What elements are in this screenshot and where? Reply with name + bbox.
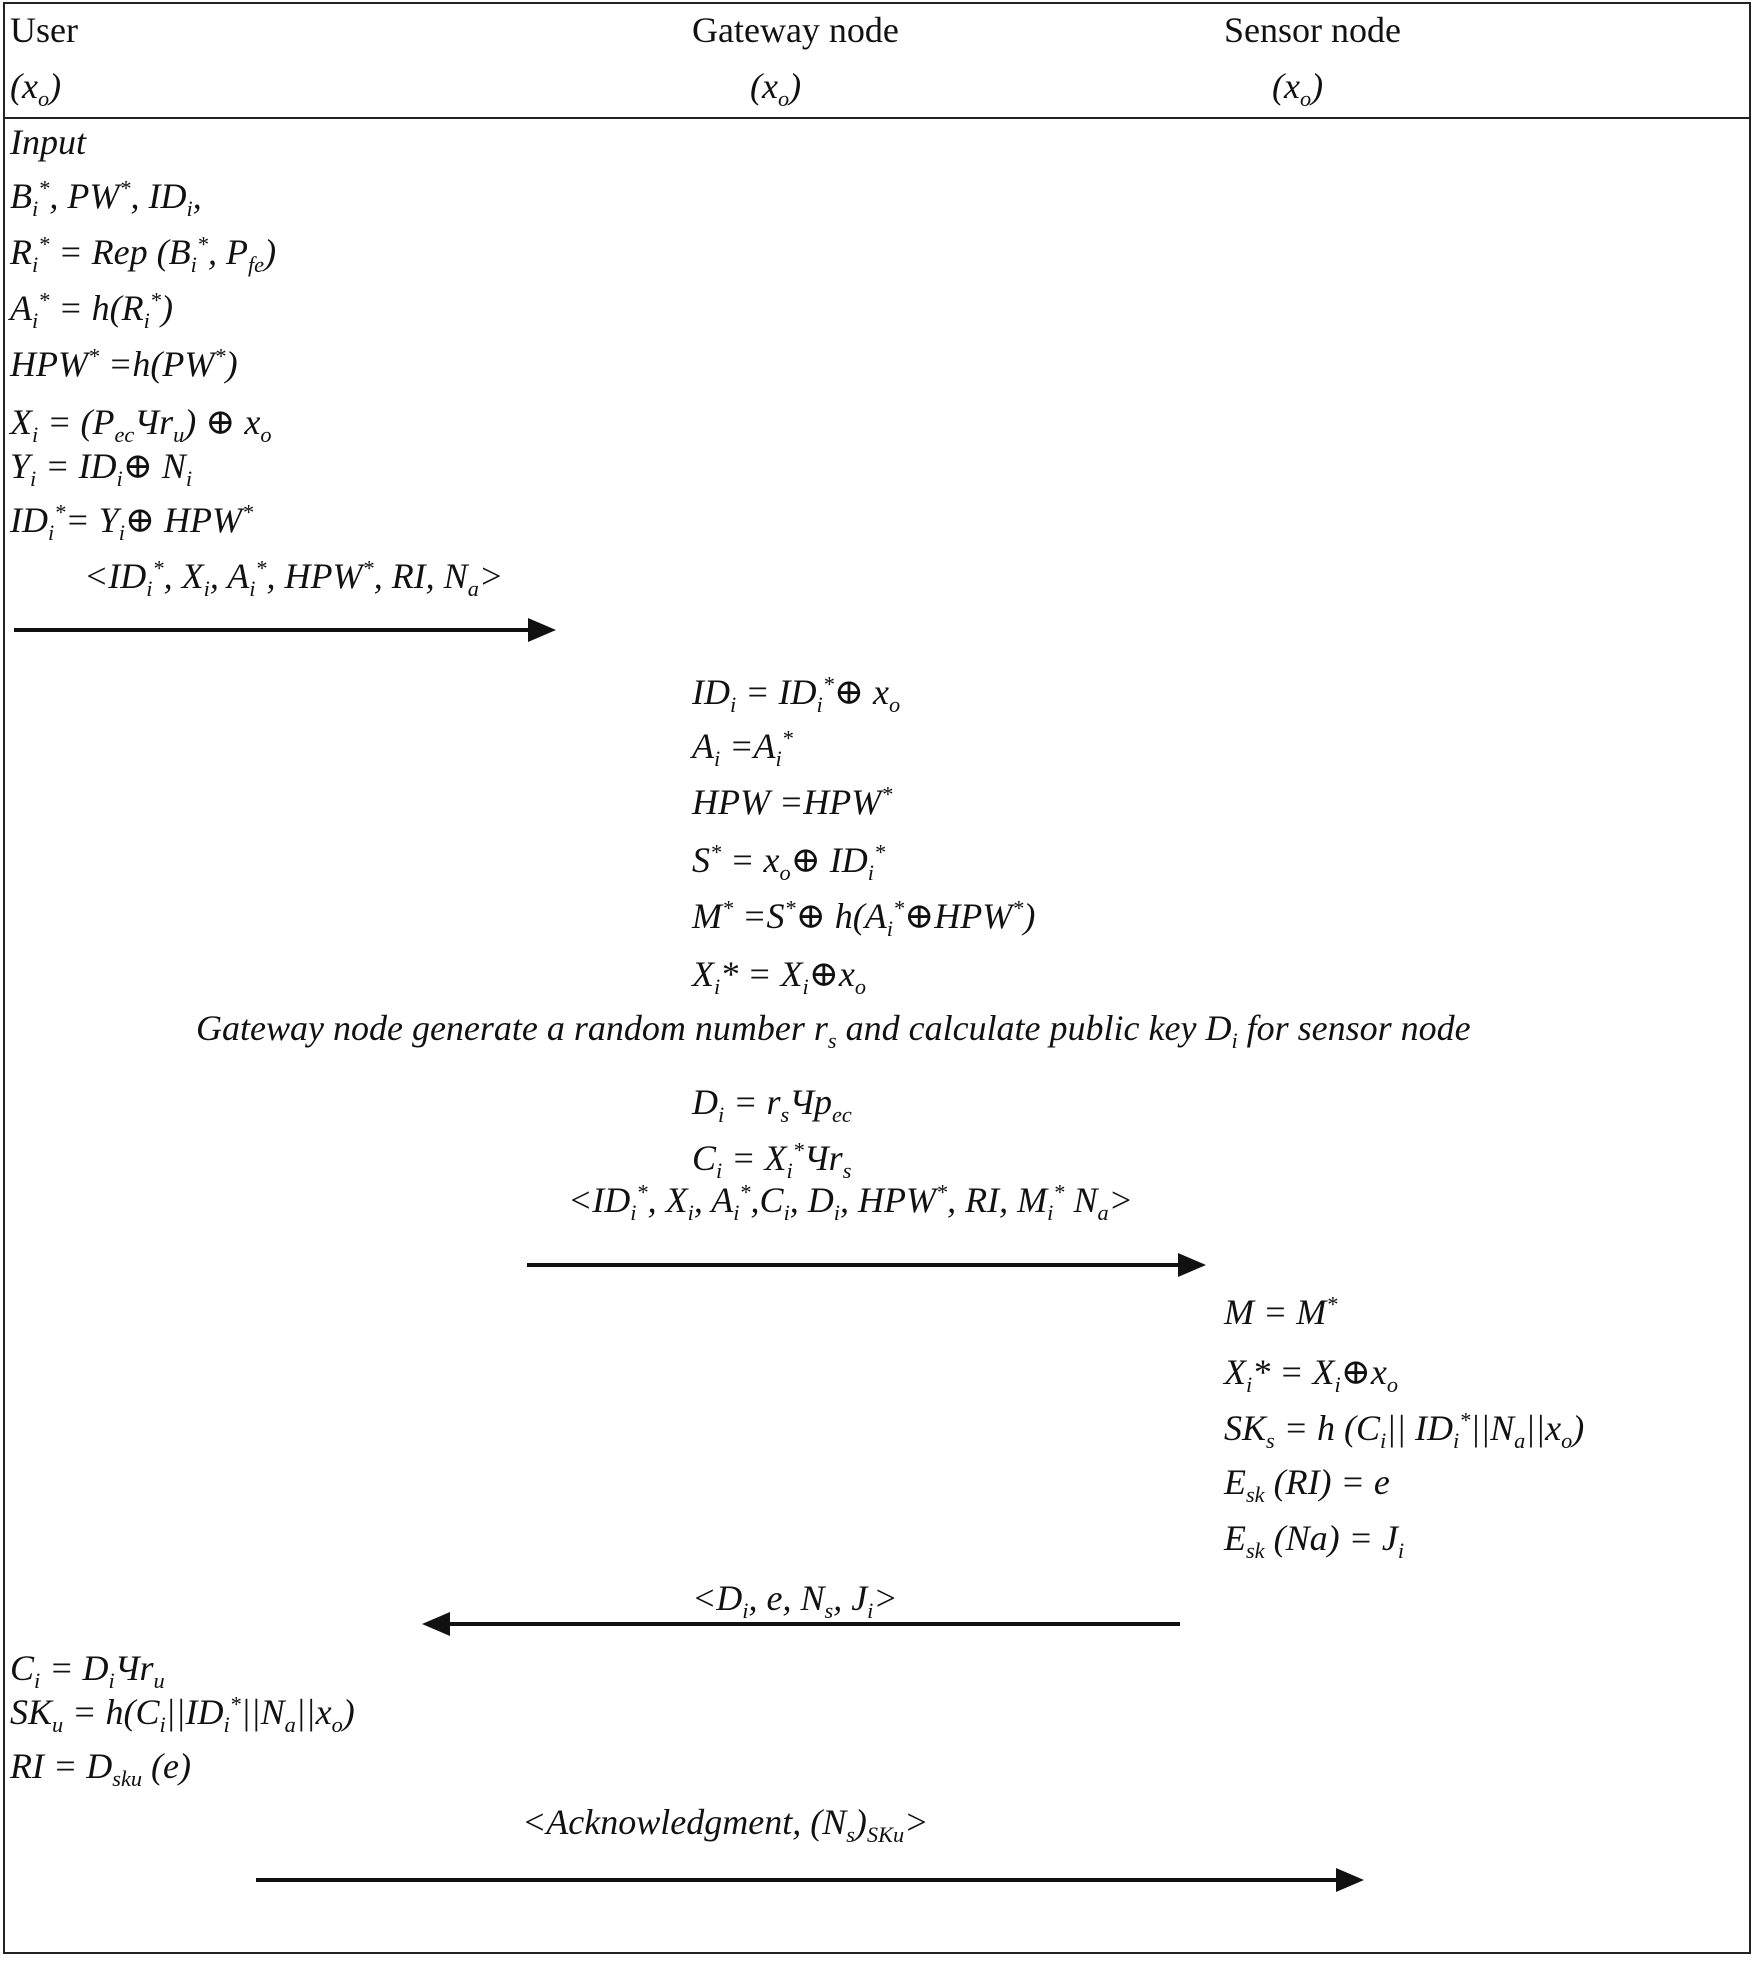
message-2-label: $<ID_i^*$, $X_i$, $A_i^*,C_i$, $D_i$, HPW*, RI, $M_i^*$ $N_a>$	[568, 1179, 1133, 1225]
gateway-eq-2: $A_i =A_i^*$	[692, 725, 793, 771]
user-eq-3: $A_i^* = h(R_i^*)$	[10, 287, 173, 333]
arrow-user-to-gateway	[14, 618, 556, 642]
arrow-gateway-to-sensor	[527, 1253, 1206, 1277]
gateway-key: $(x_o)$	[750, 66, 802, 111]
user-eq-10: RI = $D_{sku}$ (e)	[10, 1746, 191, 1791]
user-eq-5: $X_i = (P_{ec}Чr_u)$ ⊕ $x_o$	[10, 402, 272, 447]
user-eq-4: HPW* =h(PW*)	[10, 343, 238, 384]
user-eq-8: $C_i = D_iЧr_u$	[10, 1648, 165, 1693]
header-user: User	[10, 10, 78, 50]
sensor-eq-4: $E_{sk}$ (RI) = e	[1224, 1462, 1390, 1507]
user-input-label: Input	[10, 122, 86, 162]
gateway-eq-7: $D_i = r_sЧp_{ec}$	[692, 1082, 852, 1127]
message-3-label: $<D_i$, e, $N_s$, $J_i>$	[692, 1578, 898, 1623]
gateway-note: Gateway node generate a random number $r_s$ and calculate public key $D_i$ for sensor node	[196, 1008, 1471, 1053]
message-4-label: <Acknowledgment, $(N_s)_{SKu}>$	[522, 1802, 929, 1847]
user-eq-9: $SK_u = h(C_i||ID_i^*||N_a||x_o)$	[10, 1691, 355, 1737]
user-key: $(x_o)$	[10, 66, 62, 111]
sensor-eq-5: $E_{sk}$ $(Na) = J_i$	[1224, 1518, 1405, 1563]
gateway-eq-3: HPW =HPW*	[692, 781, 893, 822]
gateway-eq-1: $ID_i$ = $ID_i^*\oplus$ $x_o$	[692, 671, 901, 717]
sensor-key: $(x_o)$	[1272, 66, 1324, 111]
sensor-eq-3: $SK_s = h$ ($C_i||$ $ID_i^*||N_a||x_o$)	[1224, 1407, 1585, 1453]
header-sensor: Sensor node	[1224, 10, 1401, 50]
header-gateway: Gateway node	[692, 10, 899, 50]
arrow-user-to-sensor-ack	[256, 1868, 1364, 1892]
user-eq-2: $R_i^*$ = Rep ($B_i^*$, $P_{fe}$)	[10, 231, 277, 277]
user-eq-1: $B_i^*$, PW*, $ID_i$,	[10, 175, 202, 221]
user-eq-7: $ID_i^*=$ $Y_i\oplus$ HPW*	[10, 499, 254, 545]
arrow-sensor-to-user	[422, 1612, 1180, 1636]
gateway-eq-8: $C_i = X_i^*Чr_s$	[692, 1137, 852, 1183]
message-1-label: $<ID_i^*$, $X_i$, $A_i^*$, HPW*, RI, $N_a>$	[84, 555, 504, 601]
sensor-eq-2: $X_i*$ = $X_i\oplus x_o$	[1224, 1352, 1399, 1397]
gateway-eq-6: $X_i*$ = $X_i\oplus x_o$	[692, 954, 867, 999]
user-eq-6: $Y_i$ = $ID_i\oplus$ $N_i$	[10, 446, 193, 491]
gateway-eq-5: M* =S*⊕ $h(A_i^*\oplus HPW^*)$	[692, 895, 1036, 941]
gateway-eq-4: $S^* = x_o\oplus$ $ID_i^*$	[692, 839, 886, 885]
sensor-eq-1: M = M*	[1224, 1291, 1338, 1332]
